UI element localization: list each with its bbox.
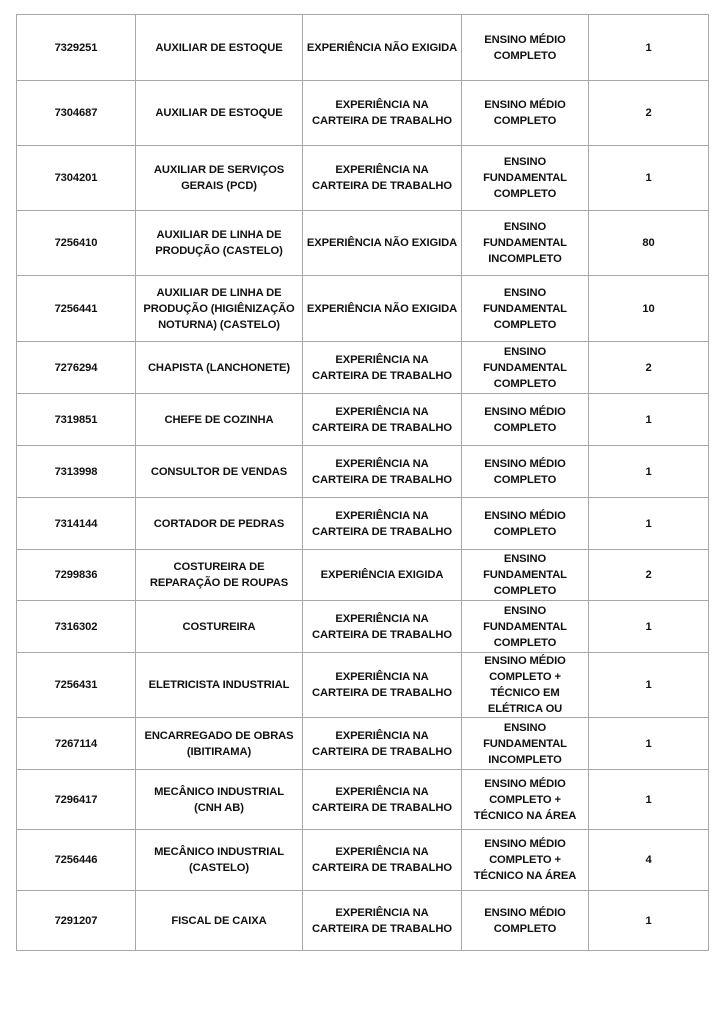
job-role-cell <box>136 498 303 550</box>
vacancies-cell-text: 1 <box>645 413 652 426</box>
vacancies-cell-text: 2 <box>645 107 652 119</box>
experience-cell <box>303 146 462 211</box>
job-role-cell-text: AUXILIAR DE LINHA DE PRODUÇÃO (HIGIÊNIZAÇÃO NOTURNA) (CASTELO) <box>143 286 295 331</box>
job-code-cell-text: 7314144 <box>54 517 98 530</box>
job-code-cell-text: 7304201 <box>54 172 98 184</box>
vacancies-cell <box>589 550 709 601</box>
experience-cell-text: EXPERIÊNCIA NA CARTEIRA DE TRABALHO <box>312 99 452 127</box>
job-code-cell <box>17 81 136 146</box>
experience-cell-text: EXPERIÊNCIA EXIGIDA <box>320 569 444 581</box>
job-code-cell <box>17 891 136 951</box>
education-cell <box>462 394 589 446</box>
job-code-cell-text: 7319851 <box>54 413 98 426</box>
table-row <box>17 446 709 498</box>
vacancies-cell <box>589 394 709 446</box>
education-cell-text: ENSINO FUNDAMENTAL COMPLETO <box>483 286 567 331</box>
experience-cell <box>303 342 462 394</box>
table-row <box>17 15 709 81</box>
job-role-cell-text: AUXILIAR DE ESTOQUE <box>155 41 283 54</box>
vacancies-cell-text: 1 <box>645 465 652 478</box>
job-code-cell <box>17 770 136 830</box>
table-row <box>17 550 709 601</box>
vacancies-cell <box>589 446 709 498</box>
job-code-cell <box>17 276 136 342</box>
table-row <box>17 498 709 550</box>
experience-cell-text: EXPERIÊNCIA NA CARTEIRA DE TRABALHO <box>312 164 452 192</box>
vacancies-cell <box>589 15 709 81</box>
vacancies-cell <box>589 211 709 276</box>
table-row <box>17 276 709 342</box>
table-row <box>17 81 709 146</box>
experience-cell-text: EXPERIÊNCIA NA CARTEIRA DE TRABALHO <box>312 785 452 814</box>
experience-cell-text: EXPERIÊNCIA NA CARTEIRA DE TRABALHO <box>312 846 452 874</box>
table-row <box>17 891 709 951</box>
experience-cell <box>303 394 462 446</box>
job-code-cell-text: 7256410 <box>54 237 98 249</box>
vacancies-cell-text: 1 <box>645 914 652 927</box>
job-role-cell <box>136 146 303 211</box>
education-cell-text: ENSINO FUNDAMENTAL INCOMPLETO <box>483 721 567 766</box>
education-cell <box>462 498 589 550</box>
vacancies-cell-text: 1 <box>645 620 652 633</box>
table-row <box>17 770 709 830</box>
job-role-cell <box>136 550 303 601</box>
vacancies-cell-text: 2 <box>645 569 652 581</box>
job-role-cell <box>136 446 303 498</box>
job-role-cell <box>136 891 303 951</box>
education-cell <box>462 601 589 653</box>
vacancies-cell-text: 1 <box>645 793 652 806</box>
job-role-cell <box>136 211 303 276</box>
job-role-cell <box>136 394 303 446</box>
job-code-cell <box>17 830 136 891</box>
job-role-cell <box>136 276 303 342</box>
job-role-cell <box>136 653 303 718</box>
job-code-cell <box>17 446 136 498</box>
job-code-cell-text: 7329251 <box>54 41 98 54</box>
job-code-cell <box>17 146 136 211</box>
job-role-cell-text: AUXILIAR DE ESTOQUE <box>155 107 283 119</box>
job-role-cell-text: CONSULTOR DE VENDAS <box>150 465 288 478</box>
job-role-cell-text: AUXILIAR DE LINHA DE PRODUÇÃO (CASTELO) <box>155 229 283 257</box>
job-role-cell-text: CHEFE DE COZINHA <box>164 413 274 426</box>
education-cell-text: ENSINO MÉDIO COMPLETO <box>484 33 566 62</box>
education-cell <box>462 446 589 498</box>
experience-cell <box>303 770 462 830</box>
experience-cell-text: EXPERIÊNCIA NA CARTEIRA DE TRABALHO <box>312 671 452 699</box>
job-code-cell <box>17 211 136 276</box>
experience-cell <box>303 653 462 718</box>
experience-cell <box>303 498 462 550</box>
job-code-cell <box>17 653 136 718</box>
job-role-cell <box>136 830 303 891</box>
vacancies-cell-text: 1 <box>645 172 652 184</box>
job-code-cell-text: 7256441 <box>54 302 98 315</box>
vacancies-cell <box>589 891 709 951</box>
education-cell <box>462 15 589 81</box>
job-code-cell-text: 7267114 <box>54 737 98 750</box>
experience-cell <box>303 718 462 770</box>
experience-cell-text: EXPERIÊNCIA NÃO EXIGIDA <box>306 302 458 315</box>
job-code-cell-text: 7304687 <box>54 107 98 119</box>
vacancies-cell <box>589 718 709 770</box>
vacancies-cell <box>589 770 709 830</box>
experience-cell-text: EXPERIÊNCIA NA CARTEIRA DE TRABALHO <box>312 612 452 641</box>
vacancies-cell <box>589 342 709 394</box>
job-role-cell-text: CORTADOR DE PEDRAS <box>153 517 285 530</box>
education-cell-text: ENSINO MÉDIO COMPLETO <box>484 405 566 434</box>
vacancies-cell-text: 1 <box>645 41 652 54</box>
job-code-cell <box>17 601 136 653</box>
education-cell-text: ENSINO FUNDAMENTAL COMPLETO <box>483 156 567 200</box>
experience-cell <box>303 276 462 342</box>
education-cell <box>462 718 589 770</box>
job-role-cell-text: ENCARREGADO DE OBRAS (IBITIRAMA) <box>144 729 294 758</box>
experience-cell <box>303 446 462 498</box>
education-cell-text: ENSINO MÉDIO COMPLETO <box>484 906 566 935</box>
table-row <box>17 830 709 891</box>
education-cell-text: ENSINO MÉDIO COMPLETO <box>484 509 566 538</box>
job-code-cell <box>17 498 136 550</box>
job-code-cell-text: 7313998 <box>54 465 98 478</box>
vacancies-cell-text: 4 <box>645 854 652 866</box>
table-row <box>17 146 709 211</box>
education-cell <box>462 770 589 830</box>
job-code-cell <box>17 15 136 81</box>
job-role-cell-text: COSTUREIRA DE REPARAÇÃO DE ROUPAS <box>149 561 289 589</box>
table-row <box>17 601 709 653</box>
job-code-cell-text: 7276294 <box>54 361 98 374</box>
experience-cell-text: EXPERIÊNCIA NA CARTEIRA DE TRABALHO <box>312 405 452 434</box>
job-code-cell <box>17 718 136 770</box>
job-role-cell-text: CHAPISTA (LANCHONETE) <box>147 361 291 374</box>
job-code-cell <box>17 394 136 446</box>
job-code-cell-text: 7296417 <box>54 793 98 806</box>
vacancies-cell <box>589 830 709 891</box>
education-cell <box>462 891 589 951</box>
job-code-cell <box>17 342 136 394</box>
experience-cell-text: EXPERIÊNCIA NÃO EXIGIDA <box>306 41 458 54</box>
job-role-cell-text: MECÂNICO INDUSTRIAL (CNH AB) <box>154 785 284 814</box>
job-role-cell <box>136 342 303 394</box>
education-cell-text: ENSINO FUNDAMENTAL COMPLETO <box>483 553 567 597</box>
vacancies-cell <box>589 498 709 550</box>
job-code-cell <box>17 550 136 601</box>
education-cell <box>462 211 589 276</box>
education-cell-text: ENSINO MÉDIO COMPLETO <box>484 99 566 127</box>
experience-cell-text: EXPERIÊNCIA NA CARTEIRA DE TRABALHO <box>312 509 452 538</box>
experience-cell <box>303 211 462 276</box>
education-cell-text: ENSINO MÉDIO COMPLETO + TÉCNICO EM ELÉTRICA OU <box>484 655 566 715</box>
table-row <box>17 342 709 394</box>
experience-cell <box>303 81 462 146</box>
vacancies-cell <box>589 601 709 653</box>
job-role-cell <box>136 770 303 830</box>
education-cell-text: ENSINO FUNDAMENTAL INCOMPLETO <box>483 221 567 265</box>
experience-cell <box>303 601 462 653</box>
job-role-cell <box>136 718 303 770</box>
job-role-cell <box>136 601 303 653</box>
job-code-cell-text: 7299836 <box>54 569 98 581</box>
education-cell-text: ENSINO FUNDAMENTAL COMPLETO <box>483 604 567 649</box>
vacancies-cell-text: 2 <box>645 361 652 374</box>
education-cell <box>462 830 589 891</box>
experience-cell-text: EXPERIÊNCIA NA CARTEIRA DE TRABALHO <box>312 353 452 382</box>
job-code-cell-text: 7256446 <box>54 854 98 866</box>
experience-cell-text: EXPERIÊNCIA NA CARTEIRA DE TRABALHO <box>312 729 452 758</box>
job-role-cell-text: COSTUREIRA <box>182 620 256 633</box>
job-role-cell-text: ELETRICISTA INDUSTRIAL <box>148 679 290 691</box>
education-cell <box>462 146 589 211</box>
vacancies-cell-text: 1 <box>645 737 652 750</box>
table-row <box>17 394 709 446</box>
vacancies-cell-text: 80 <box>642 237 655 249</box>
experience-cell <box>303 15 462 81</box>
job-role-cell-text: AUXILIAR DE SERVIÇOS GERAIS (PCD) <box>153 164 285 192</box>
vacancies-cell <box>589 81 709 146</box>
education-cell-text: ENSINO FUNDAMENTAL COMPLETO <box>483 345 567 390</box>
job-role-cell-text: MECÂNICO INDUSTRIAL (CASTELO) <box>154 846 284 874</box>
education-cell-text: ENSINO MÉDIO COMPLETO + TÉCNICO NA ÁREA <box>473 777 577 822</box>
experience-cell-text: EXPERIÊNCIA NÃO EXIGIDA <box>306 237 458 249</box>
vacancies-cell-text: 1 <box>645 679 652 691</box>
job-role-cell <box>136 15 303 81</box>
vacancies-cell <box>589 653 709 718</box>
education-cell-text: ENSINO MÉDIO COMPLETO <box>484 457 566 486</box>
experience-cell <box>303 550 462 601</box>
vacancies-cell-text: 1 <box>645 517 652 530</box>
education-cell <box>462 81 589 146</box>
education-cell <box>462 653 589 718</box>
vacancies-cell <box>589 146 709 211</box>
education-cell <box>462 342 589 394</box>
education-cell-text: ENSINO MÉDIO COMPLETO + TÉCNICO NA ÁREA <box>473 838 577 882</box>
experience-cell <box>303 891 462 951</box>
table-body <box>17 15 709 951</box>
vacancies-cell <box>589 276 709 342</box>
job-role-cell <box>136 81 303 146</box>
experience-cell <box>303 830 462 891</box>
job-vacancies-table <box>16 14 709 951</box>
vacancies-cell-text: 10 <box>642 302 655 315</box>
job-role-cell-text: FISCAL DE CAIXA <box>171 914 267 927</box>
table-row <box>17 211 709 276</box>
experience-cell-text: EXPERIÊNCIA NA CARTEIRA DE TRABALHO <box>312 457 452 486</box>
education-cell <box>462 276 589 342</box>
experience-cell-text: EXPERIÊNCIA NA CARTEIRA DE TRABALHO <box>312 906 452 935</box>
table-row <box>17 718 709 770</box>
job-code-cell-text: 7256431 <box>54 679 98 691</box>
job-code-cell-text: 7291207 <box>54 914 98 927</box>
table-row <box>17 653 709 718</box>
education-cell <box>462 550 589 601</box>
job-code-cell-text: 7316302 <box>54 620 98 633</box>
